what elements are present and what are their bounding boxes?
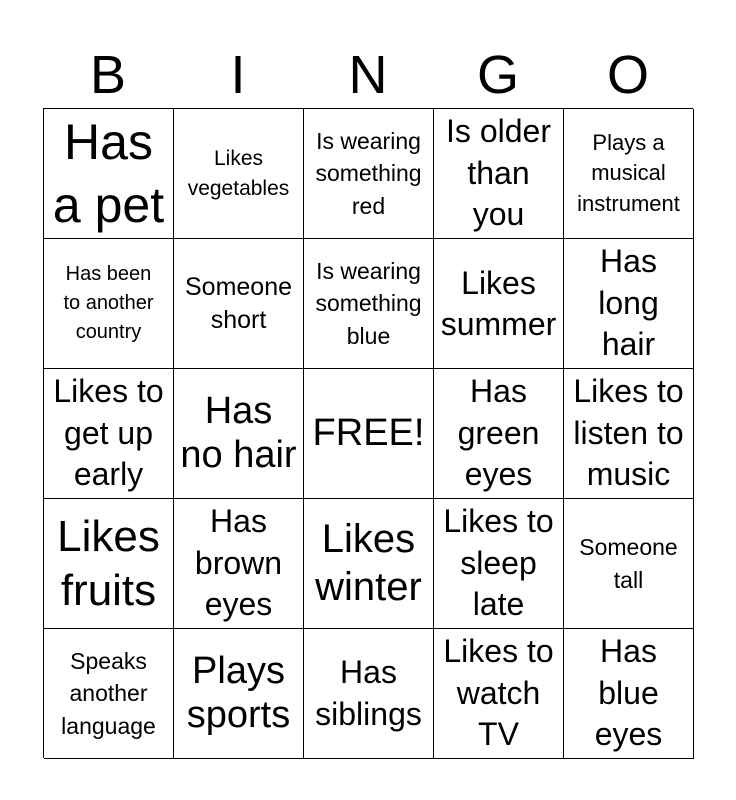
bingo-cell[interactable] [434,239,564,369]
bingo-header [43,40,693,108]
cell-text: Plays a musical instrument [577,129,680,216]
cell-text: Has siblings [315,653,422,732]
cell-text: Likes summer [440,264,557,342]
bingo-cell[interactable] [44,499,174,629]
bingo-cell[interactable] [174,369,304,499]
cell-text: Someone tall [579,534,678,593]
bingo-cell free-cell[interactable] [304,369,434,499]
cell-text: Likes vegetables [187,147,290,200]
cell-text: Has green eyes [457,373,540,493]
bingo-cell[interactable] [44,109,174,239]
bingo-cell[interactable] [174,499,304,629]
cell-text: Plays sports [186,649,291,736]
bingo-cell[interactable] [434,369,564,499]
cell-text: Someone short [184,272,293,334]
bingo-cell[interactable] [174,109,304,239]
bingo-cell[interactable] [434,499,564,629]
bingo-cell[interactable] [564,239,694,369]
cell-text: Has been to another country [63,263,154,343]
cell-text: Speaks another language [61,648,156,739]
bingo-cell[interactable] [564,629,694,759]
bingo-cell[interactable] [304,239,434,369]
bingo-cell[interactable] [174,629,304,759]
cell-text: Is wearing something blue [315,258,422,349]
cell-text: Is older than you [446,113,551,233]
cell-text: Has no hair [180,389,297,476]
bingo-cell[interactable] [434,109,564,239]
cell-text: Likes winter [315,517,422,609]
bingo-cell[interactable] [564,109,694,239]
cell-text: Is wearing something red [315,128,422,219]
cell-text: Likes fruits [57,511,160,615]
cell-text: Likes to get up early [53,373,164,493]
bingo-cell[interactable] [304,629,434,759]
bingo-cell[interactable] [44,629,174,759]
cell-text: Has blue eyes [594,633,663,753]
bingo-cell[interactable] [564,369,694,499]
bingo-cell[interactable] [174,239,304,369]
free-space-label: FREE! [312,411,425,454]
bingo-cell[interactable] [434,629,564,759]
bingo-cell[interactable] [44,239,174,369]
header-letter-n: N [348,45,388,105]
cell-text: Has brown eyes [194,503,283,623]
bingo-cell[interactable] [564,499,694,629]
header-letter-i: I [230,45,246,105]
header-letter-g: G [476,45,519,105]
cell-text: Likes to watch TV [443,633,554,753]
bingo-cell[interactable] [44,369,174,499]
header-letter-o: O [606,45,649,105]
bingo-board [43,108,693,758]
cell-text: Has long hair [598,243,659,363]
cell-text: Has a pet [52,114,165,233]
bingo-cell[interactable] [304,109,434,239]
bingo-cell[interactable] [304,499,434,629]
cell-text: Likes to listen to music [573,373,684,493]
header-letter-b: B [89,45,127,105]
cell-text: Likes to sleep late [443,503,554,623]
